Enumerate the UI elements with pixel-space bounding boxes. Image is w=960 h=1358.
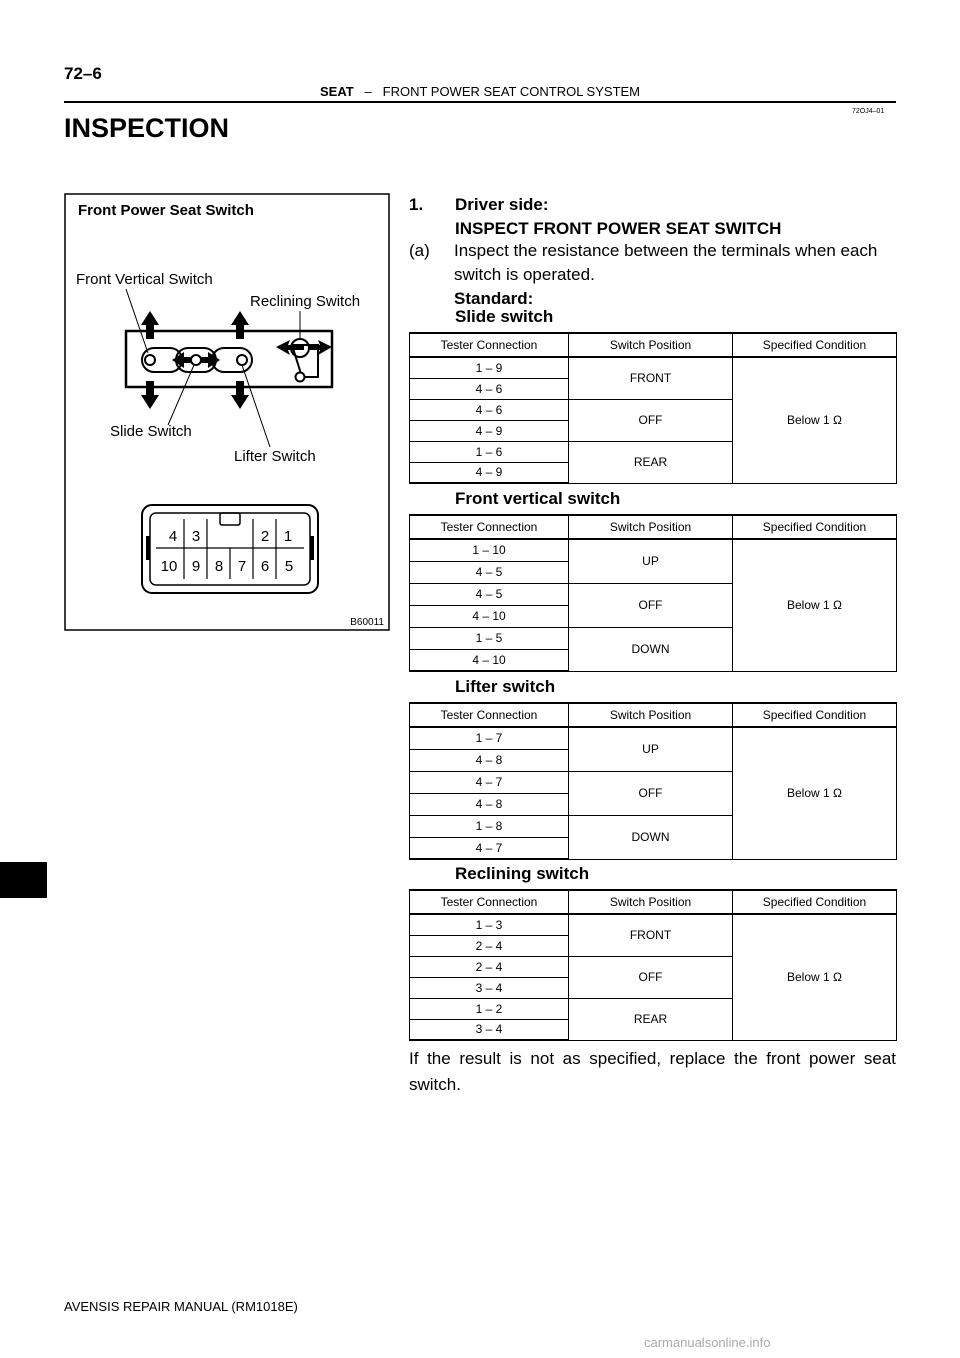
col-header-switch-position: Switch Position — [569, 515, 733, 539]
step-a-label: (a) — [409, 241, 430, 260]
tester-connection-cell: 4 – 5 — [410, 583, 569, 605]
header-rule — [64, 101, 896, 103]
header-title: FRONT POWER SEAT CONTROL SYSTEM — [382, 84, 641, 99]
tester-connection-cell: 3 – 4 — [410, 977, 569, 998]
specified-condition-cell: Below 1 Ω — [733, 727, 897, 859]
replace-note: If the result is not as specified, replace the front power seat switch. — [409, 1049, 896, 1094]
col-header-tester-connection: Tester Connection — [410, 703, 569, 727]
tester-connection-cell: 4 – 8 — [410, 749, 569, 771]
switch-position-cell: OFF — [569, 583, 733, 627]
tester-connection-cell: 4 – 6 — [410, 378, 569, 399]
figure-frame — [65, 194, 389, 630]
col-header-specified-condition: Specified Condition — [733, 703, 897, 727]
specified-condition-cell: Below 1 Ω — [733, 539, 897, 671]
step-1 — [409, 193, 781, 241]
tester-connection-cell: 1 – 9 — [410, 357, 569, 378]
col-header-specified-condition: Specified Condition — [733, 515, 897, 539]
connector-pin: 5 — [284, 558, 294, 575]
seat-switch-figure — [64, 193, 390, 631]
tester-connection-cell: 4 – 10 — [410, 605, 569, 627]
tester-connection-cell: 1 – 2 — [410, 998, 569, 1019]
tester-connection-cell: 1 – 8 — [410, 815, 569, 837]
connector-pin: 1 — [283, 528, 293, 545]
step-a-text: Inspect the resistance between the terminals when each switch is operated. — [454, 241, 878, 284]
tester-connection-cell: 1 – 10 — [410, 539, 569, 561]
step-a — [409, 239, 897, 311]
connector-pin: 2 — [260, 528, 270, 545]
switch-position-cell: UP — [569, 727, 733, 771]
slide-switch-table — [409, 332, 897, 484]
col-header-switch-position: Switch Position — [569, 890, 733, 914]
lifter-switch-table — [409, 702, 897, 860]
col-header-tester-connection: Tester Connection — [410, 890, 569, 914]
figure-title: Front Power Seat Switch — [78, 202, 254, 219]
col-header-specified-condition: Specified Condition — [733, 333, 897, 357]
manual-footer: AVENSIS REPAIR MANUAL (RM1018E) — [64, 1299, 298, 1314]
switch-position-cell: OFF — [569, 399, 733, 441]
label-front-vertical-switch: Front Vertical Switch — [76, 271, 213, 288]
switch-position-cell: OFF — [569, 956, 733, 998]
connector-pin: 3 — [191, 528, 201, 545]
specified-condition-cell: Below 1 Ω — [733, 357, 897, 483]
specified-condition-cell: Below 1 Ω — [733, 914, 897, 1040]
figure-code: B60011 — [350, 617, 384, 628]
label-lifter-switch: Lifter Switch — [234, 448, 316, 465]
tester-connection-cell: 2 – 4 — [410, 935, 569, 956]
connector-pin: 10 — [160, 558, 178, 575]
tester-connection-cell: 3 – 4 — [410, 1019, 569, 1040]
connector-pin: 4 — [168, 528, 178, 545]
header-section: SEAT — [319, 84, 354, 99]
connector-pin: 8 — [214, 558, 224, 575]
col-header-tester-connection: Tester Connection — [410, 515, 569, 539]
step-1-number: 1. — [409, 195, 424, 214]
header-dash: – — [364, 84, 372, 99]
col-header-specified-condition: Specified Condition — [733, 890, 897, 914]
switch-position-cell: OFF — [569, 771, 733, 815]
front-vertical-switch-title: Front vertical switch — [455, 489, 621, 508]
tester-connection-cell: 4 – 6 — [410, 399, 569, 420]
tester-connection-cell: 4 – 9 — [410, 462, 569, 483]
switch-position-cell: REAR — [569, 441, 733, 483]
tester-connection-cell: 4 – 10 — [410, 649, 569, 671]
switch-position-cell: REAR — [569, 998, 733, 1040]
switch-position-cell: FRONT — [569, 914, 733, 956]
switch-position-cell: DOWN — [569, 815, 733, 859]
switch-position-cell: DOWN — [569, 627, 733, 671]
watermark: carmanualsonline.info — [644, 1335, 771, 1350]
connector-terminal-diagram — [142, 505, 318, 593]
standard-label: Standard: — [454, 289, 534, 308]
section-code: 72OJ4–01 — [852, 108, 885, 115]
tester-connection-cell: 4 – 7 — [410, 771, 569, 793]
tester-connection-cell: 4 – 8 — [410, 793, 569, 815]
tester-connection-cell: 2 – 4 — [410, 956, 569, 977]
slide-switch-title: Slide switch — [455, 307, 554, 326]
step-1-line2: INSPECT FRONT POWER SEAT SWITCH — [455, 219, 782, 238]
tester-connection-cell: 4 – 7 — [410, 837, 569, 859]
label-slide-switch: Slide Switch — [110, 423, 192, 440]
tester-connection-cell: 4 – 5 — [410, 561, 569, 583]
switch-position-cell: FRONT — [569, 357, 733, 399]
section-thumb-tab — [0, 862, 47, 898]
reclining-switch-table — [409, 889, 897, 1041]
col-header-switch-position: Switch Position — [569, 703, 733, 727]
lifter-switch-title: Lifter switch — [455, 677, 556, 696]
connector-pin: 7 — [237, 558, 247, 575]
col-header-switch-position: Switch Position — [569, 333, 733, 357]
tester-connection-cell: 1 – 3 — [410, 914, 569, 935]
page-heading: INSPECTION — [64, 113, 230, 143]
reclining-switch-title: Reclining switch — [455, 864, 590, 883]
tester-connection-cell: 1 – 5 — [410, 627, 569, 649]
running-header — [0, 84, 960, 99]
front-vertical-switch-table — [409, 514, 897, 672]
step-1-line1: Driver side: — [455, 195, 549, 214]
switch-position-cell: UP — [569, 539, 733, 583]
connector-pin: 9 — [191, 558, 201, 575]
label-reclining-switch: Reclining Switch — [250, 293, 361, 310]
tester-connection-cell: 4 – 9 — [410, 420, 569, 441]
page-number: 72–6 — [64, 64, 102, 83]
tester-connection-cell: 1 – 7 — [410, 727, 569, 749]
col-header-tester-connection: Tester Connection — [410, 333, 569, 357]
tester-connection-cell: 1 – 6 — [410, 441, 569, 462]
connector-pin: 6 — [260, 558, 270, 575]
